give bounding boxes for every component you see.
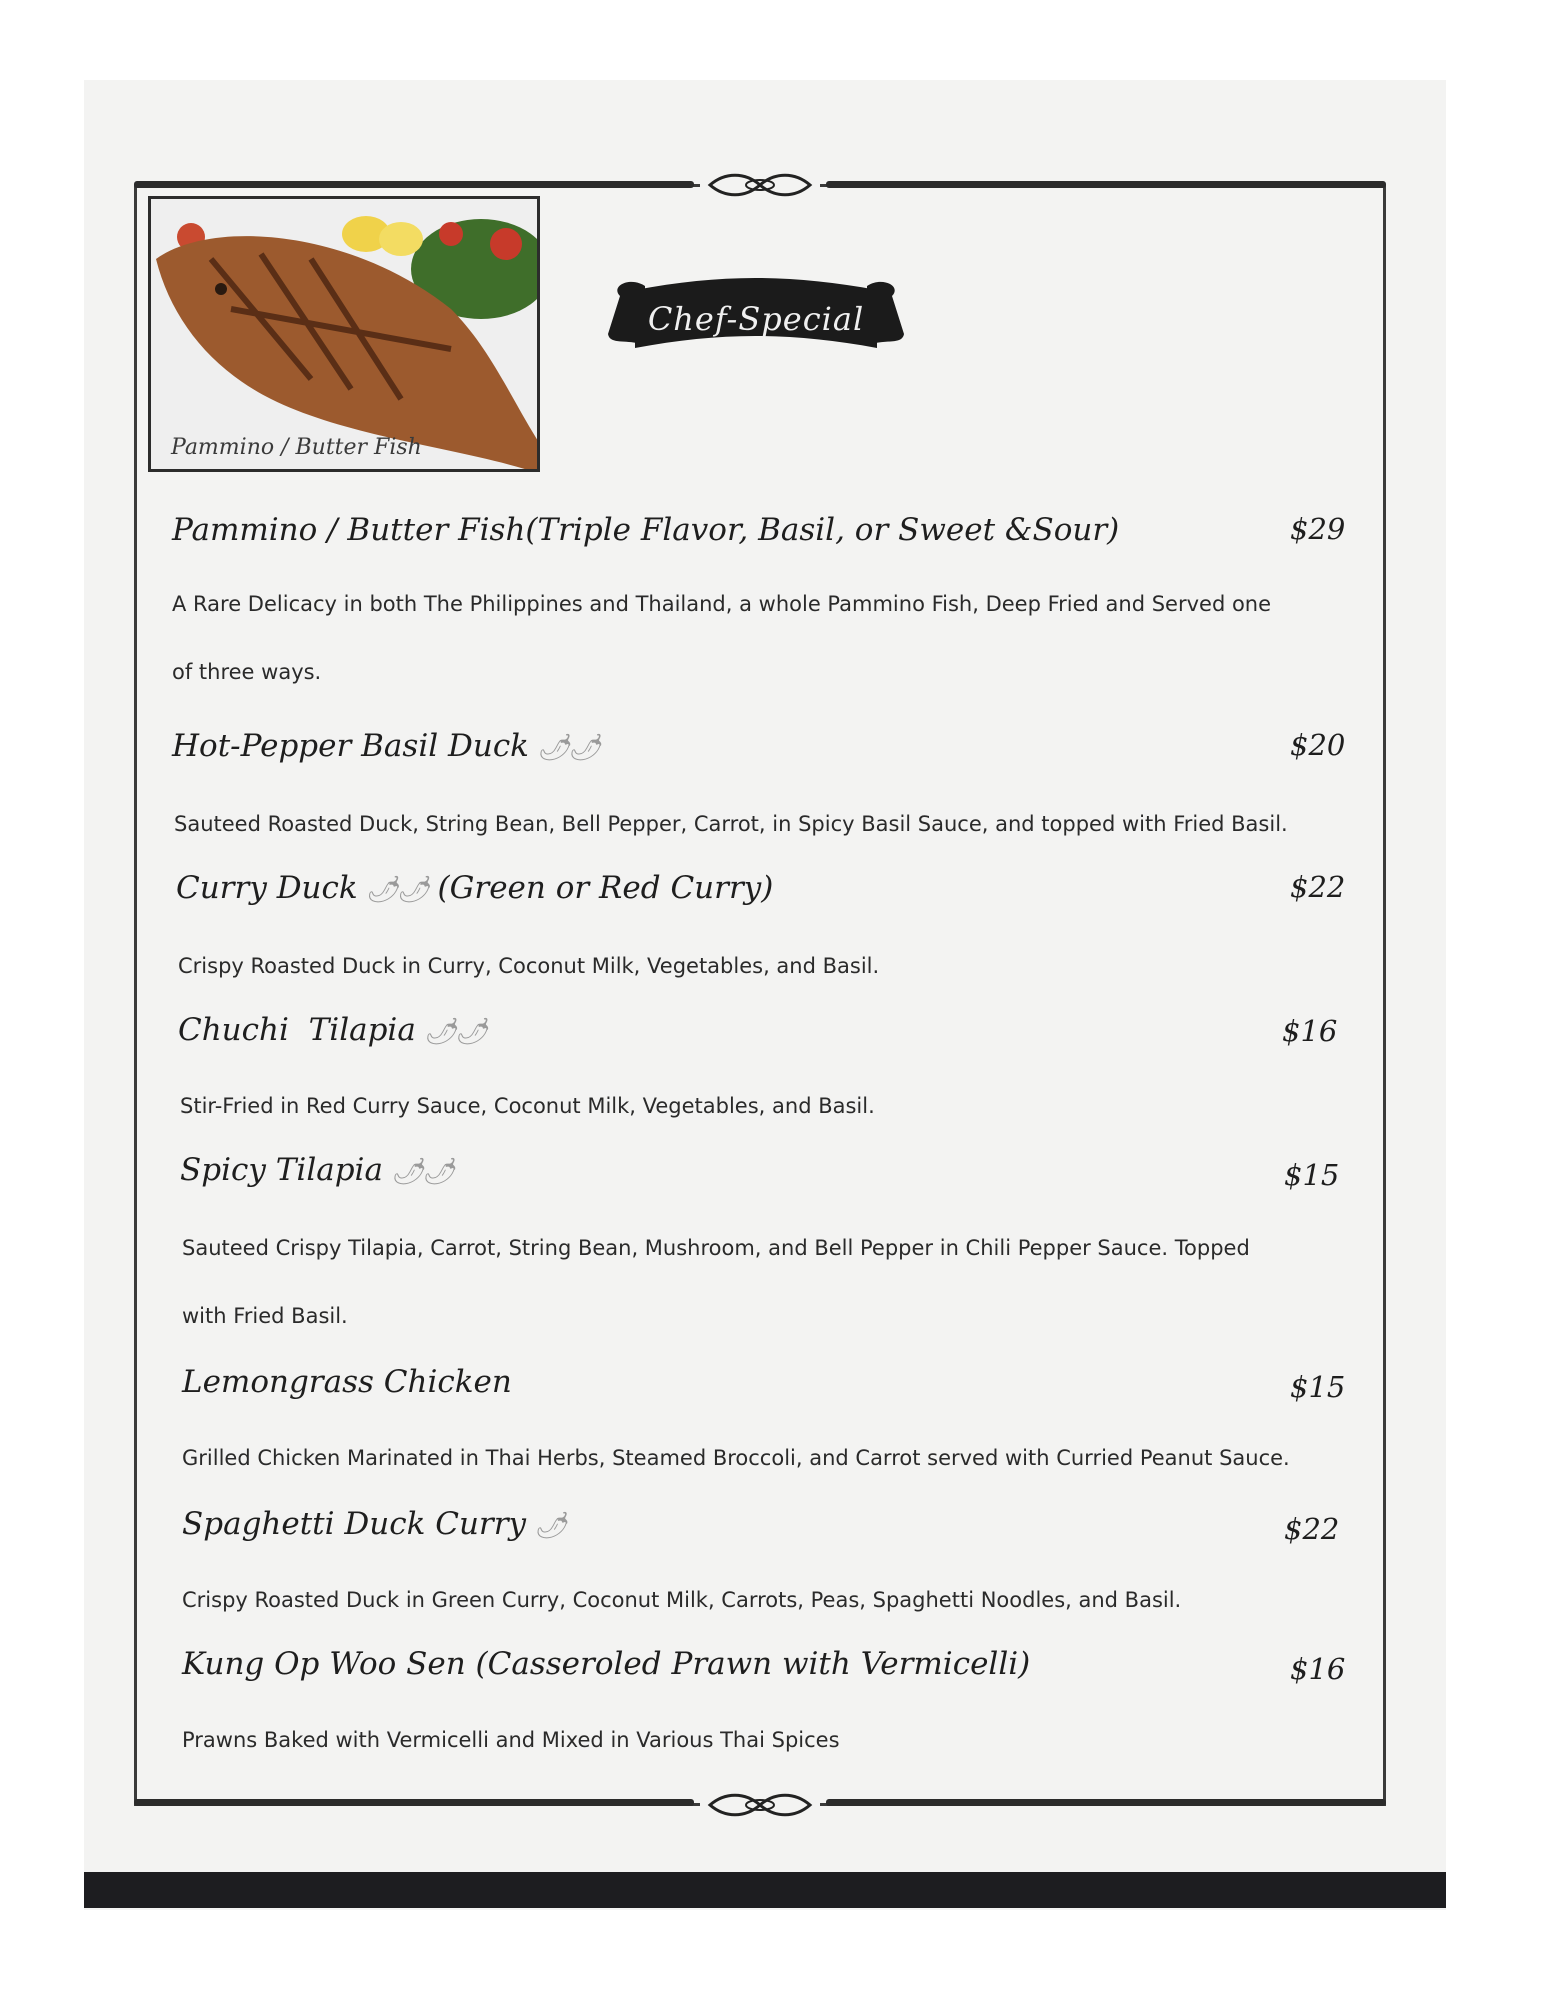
menu-item-description: Crispy Roasted Duck in Green Curry, Coconut Milk, Carrots, Peas, Spaghetti Noodles, and Basil. bbox=[182, 1588, 1182, 1612]
scroll-ornament-icon bbox=[700, 1790, 820, 1820]
menu-item-description: Stir-Fried in Red Curry Sauce, Coconut Milk, Vegetables, and Basil. bbox=[180, 1094, 875, 1118]
bottom-rule-left bbox=[134, 1799, 694, 1806]
menu-item-price: $15 bbox=[1290, 1370, 1346, 1404]
page-title: Chef-Special bbox=[647, 300, 865, 338]
menu-item-description: Prawns Baked with Vermicelli and Mixed in Various Thai Spices bbox=[182, 1728, 840, 1752]
menu-item-name: Spaghetti Duck Curry 🌶 bbox=[182, 1506, 566, 1542]
chili-pepper-icon: 🌶🌶 bbox=[390, 1157, 453, 1187]
dish-photo bbox=[148, 196, 540, 472]
chili-pepper-icon: 🌶🌶 bbox=[365, 875, 428, 905]
top-rule-left bbox=[134, 181, 694, 188]
scan-edge bbox=[84, 1872, 1446, 1908]
menu-item-description: A Rare Delicacy in both The Philippines and Thailand, a whole Pammino Fish, Deep Fried and Served one bbox=[172, 592, 1272, 616]
chili-pepper-icon: 🌶 bbox=[534, 1511, 566, 1541]
menu-item-description: Sauteed Crispy Tilapia, Carrot, String Bean, Mushroom, and Bell Pepper in Chili Pepper Sauce. Topped bbox=[182, 1236, 1250, 1260]
menu-item-description: with Fried Basil. bbox=[182, 1304, 348, 1328]
menu-item-name: Spicy Tilapia 🌶🌶 bbox=[180, 1152, 453, 1188]
menu-item-description: Sauteed Roasted Duck, String Bean, Bell Pepper, Carrot, in Spicy Basil Sauce, and topped with Fried Basil. bbox=[174, 812, 1288, 836]
menu-item-description: of three ways. bbox=[172, 660, 322, 684]
bottom-rule-right bbox=[826, 1799, 1386, 1806]
menu-item-name: Curry Duck 🌶🌶 (Green or Red Curry) bbox=[176, 870, 774, 906]
menu-item-name: Kung Op Woo Sen (Casseroled Prawn with Vermicelli) bbox=[182, 1646, 1031, 1682]
top-rule-right bbox=[826, 181, 1386, 188]
menu-item-price: $15 bbox=[1284, 1158, 1340, 1192]
menu-item-description: Grilled Chicken Marinated in Thai Herbs, Steamed Broccoli, and Carrot served with Curried Peanut Sauce. bbox=[182, 1446, 1290, 1470]
photo-caption: Pammino / Butter Fish bbox=[171, 435, 422, 460]
menu-item-name: Hot-Pepper Basil Duck 🌶🌶 bbox=[172, 728, 599, 764]
menu-item-price: $16 bbox=[1290, 1652, 1346, 1686]
menu-item-price: $16 bbox=[1282, 1014, 1338, 1048]
menu-item-description: Crispy Roasted Duck in Curry, Coconut Milk, Vegetables, and Basil. bbox=[178, 954, 880, 978]
menu-item-name: Pammino / Butter Fish(Triple Flavor, Basil, or Sweet &Sour) bbox=[172, 512, 1120, 548]
menu-item-price: $22 bbox=[1284, 1512, 1340, 1546]
menu-item-price: $20 bbox=[1290, 728, 1346, 762]
chili-pepper-icon: 🌶🌶 bbox=[536, 733, 599, 763]
menu-item-name: Lemongrass Chicken bbox=[182, 1364, 512, 1400]
scroll-ornament-icon bbox=[700, 170, 820, 200]
menu-item-name: Chuchi Tilapia 🌶🌶 bbox=[178, 1012, 486, 1048]
menu-item-price: $22 bbox=[1290, 870, 1346, 904]
fried-fish-image bbox=[151, 199, 540, 472]
chili-pepper-icon: 🌶🌶 bbox=[423, 1017, 486, 1047]
menu-item-price: $29 bbox=[1290, 512, 1346, 546]
